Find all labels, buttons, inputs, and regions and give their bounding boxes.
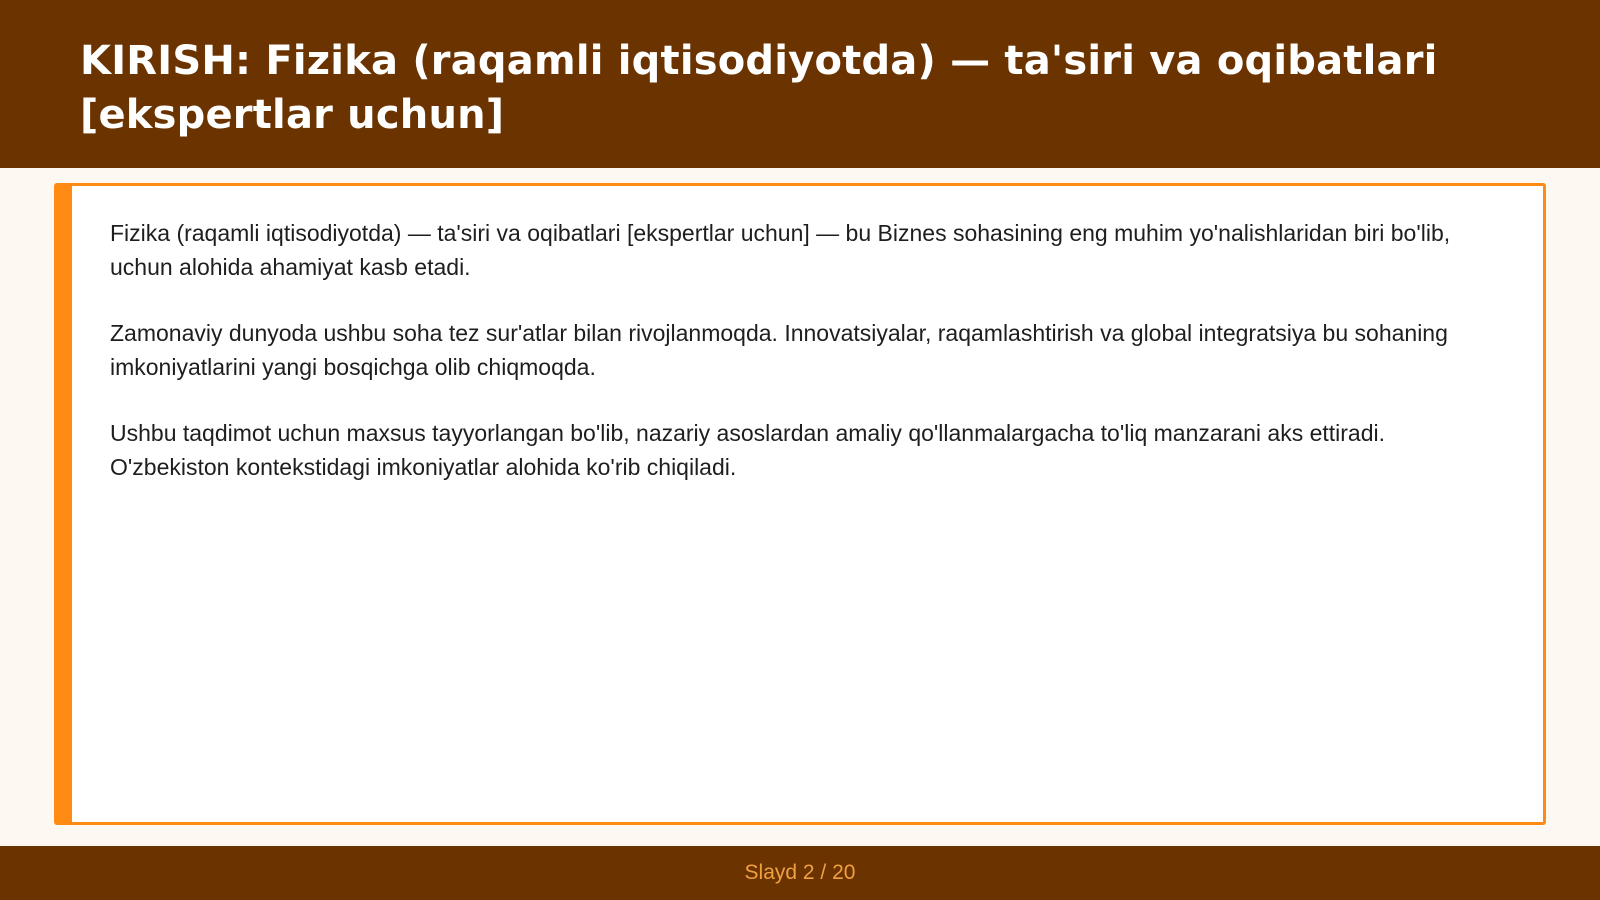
slide-counter: Slayd 2 / 20	[744, 861, 856, 884]
slide-title: KIRISH: Fizika (raqamli iqtisodiyotda) — ta'siri va oqibatlari [ekspertlar uchun]	[80, 38, 1438, 138]
presentation-scope-paragraph: Ushbu taqdimot uchun maxsus tayyorlangan bo'lib, nazariy asoslardan amaliy qo'llanmalargacha to'liq manzarani aks ettiradi. O'zbekiston kontekstidagi imkoniyatlar alohida ko'rib chiqiladi.	[110, 420, 1386, 480]
content-card	[54, 183, 1546, 825]
slide-footer	[0, 846, 1600, 900]
modern-world-paragraph: Zamonaviy dunyoda ushbu soha tez sur'atlar bilan rivojlanmoqda. Innovatsiyalar, raqamlashtirish va global integratsiya bu sohaning imkoniyatlarini yangi bosqichga olib chiqmoqda.	[110, 320, 1448, 380]
intro-paragraph: Fizika (raqamli iqtisodiyotda) — ta'siri va oqibatlari [ekspertlar uchun] — bu Biznes sohasining eng muhim yo'nalishlaridan biri bo'lib, uchun alohida ahamiyat kasb etadi.	[110, 220, 1451, 280]
slide-header	[0, 0, 1600, 168]
